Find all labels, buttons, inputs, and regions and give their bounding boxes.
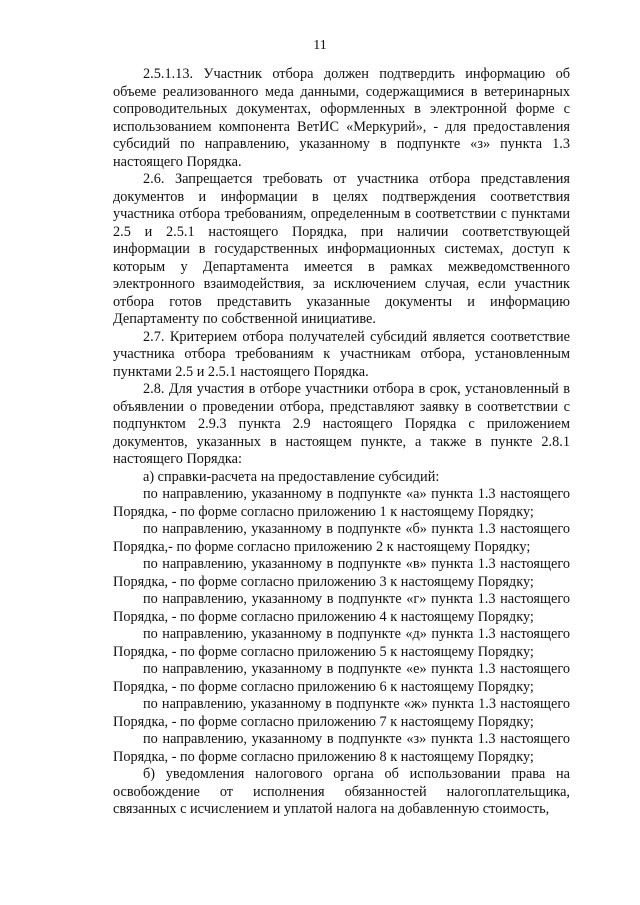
- subitem-a-direction-2: по направлению, указанному в подпункте «б» пункта 1.3 настоящего Порядка,- по форме согласно приложению 2 к настоящему Порядку;: [113, 521, 570, 555]
- subitem-a-direction-5: по направлению, указанному в подпункте «д» пункта 1.3 настоящего Порядка, - по форме согласно приложению 5 к настоящему Порядку;: [113, 626, 570, 660]
- subitem-a-direction-6: по направлению, указанному в подпункте «е» пункта 1.3 настоящего Порядка, - по форме согласно приложению 6 к настоящему Порядку;: [113, 661, 570, 695]
- document-body: [113, 66, 570, 819]
- paragraph-2-5-1-13: 2.5.1.13. Участник отбора должен подтвердить информацию об объеме реализованного меда данными, содержащимися в ветеринарных сопроводительных документах, оформленных в электронной форме с использованием компонента ВетИС «Меркурий», - для предоставления субсидий по направлению, указанному в подпункте «з» пункта 1.3 настоящего Порядка.: [113, 66, 570, 170]
- subitem-a-direction-8: по направлению, указанному в подпункте «з» пункта 1.3 настоящего Порядка, - по форме согласно приложению 8 к настоящему Порядку;: [113, 731, 570, 765]
- subitem-a-direction-3: по направлению, указанному в подпункте «в» пункта 1.3 настоящего Порядка, - по форме согласно приложению 3 к настоящему Порядку;: [113, 556, 570, 590]
- paragraph-2-7: 2.7. Критерием отбора получателей субсидий является соответствие участника отбора требованиям к участникам отбора, установленным пунктами 2.5 и 2.5.1 настоящего Порядка.: [113, 328, 570, 380]
- subitem-a-heading: а) справки-расчета на предоставление субсидий:: [143, 468, 440, 485]
- subitem-a-direction-7: по направлению, указанному в подпункте «ж» пункта 1.3 настоящего Порядка, - по форме согласно приложению 7 к настоящему Порядку;: [113, 696, 570, 730]
- page-number: 11: [313, 38, 327, 53]
- subitem-a-direction-4: по направлению, указанному в подпункте «г» пункта 1.3 настоящего Порядка, - по форме согласно приложению 4 к настоящему Порядку;: [113, 591, 570, 625]
- subitem-b: б) уведомления налогового органа об использовании права на освобождение от исполнения обязанностей налогоплательщика, связанных с исчислением и уплатой налога на добавленную стоимость,: [113, 766, 570, 817]
- paragraph-2-8: 2.8. Для участия в отборе участники отбора в срок, установленный в объявлении о проведении отбора, представляют заявку в соответствии с подпунктом 2.9.3 пункта 2.9 настоящего Порядка с приложением документов, указанных в настоящем пункте, а также в пункте 2.8.1 настоящего Порядка:: [113, 381, 570, 467]
- paragraph-2-6: 2.6. Запрещается требовать от участника отбора представления документов и информации в целях подтверждения соответствия участника отбора требованиям, определенным в соответствии с пунктами 2.5 и 2.5.1 настоящего Порядка, при наличии соответствующей информации в государственных информационных системах, доступ к которым у Департамента имеется в рамках межведомственного электронного взаимодействия, за исключением случая, если участник отбора готов представить указанные документы и информацию Департаменту по собственной инициативе.: [113, 171, 570, 327]
- subitem-a-direction-1: по направлению, указанному в подпункте «а» пункта 1.3 настоящего Порядка, - по форме согласно приложению 1 к настоящему Порядку;: [113, 486, 570, 520]
